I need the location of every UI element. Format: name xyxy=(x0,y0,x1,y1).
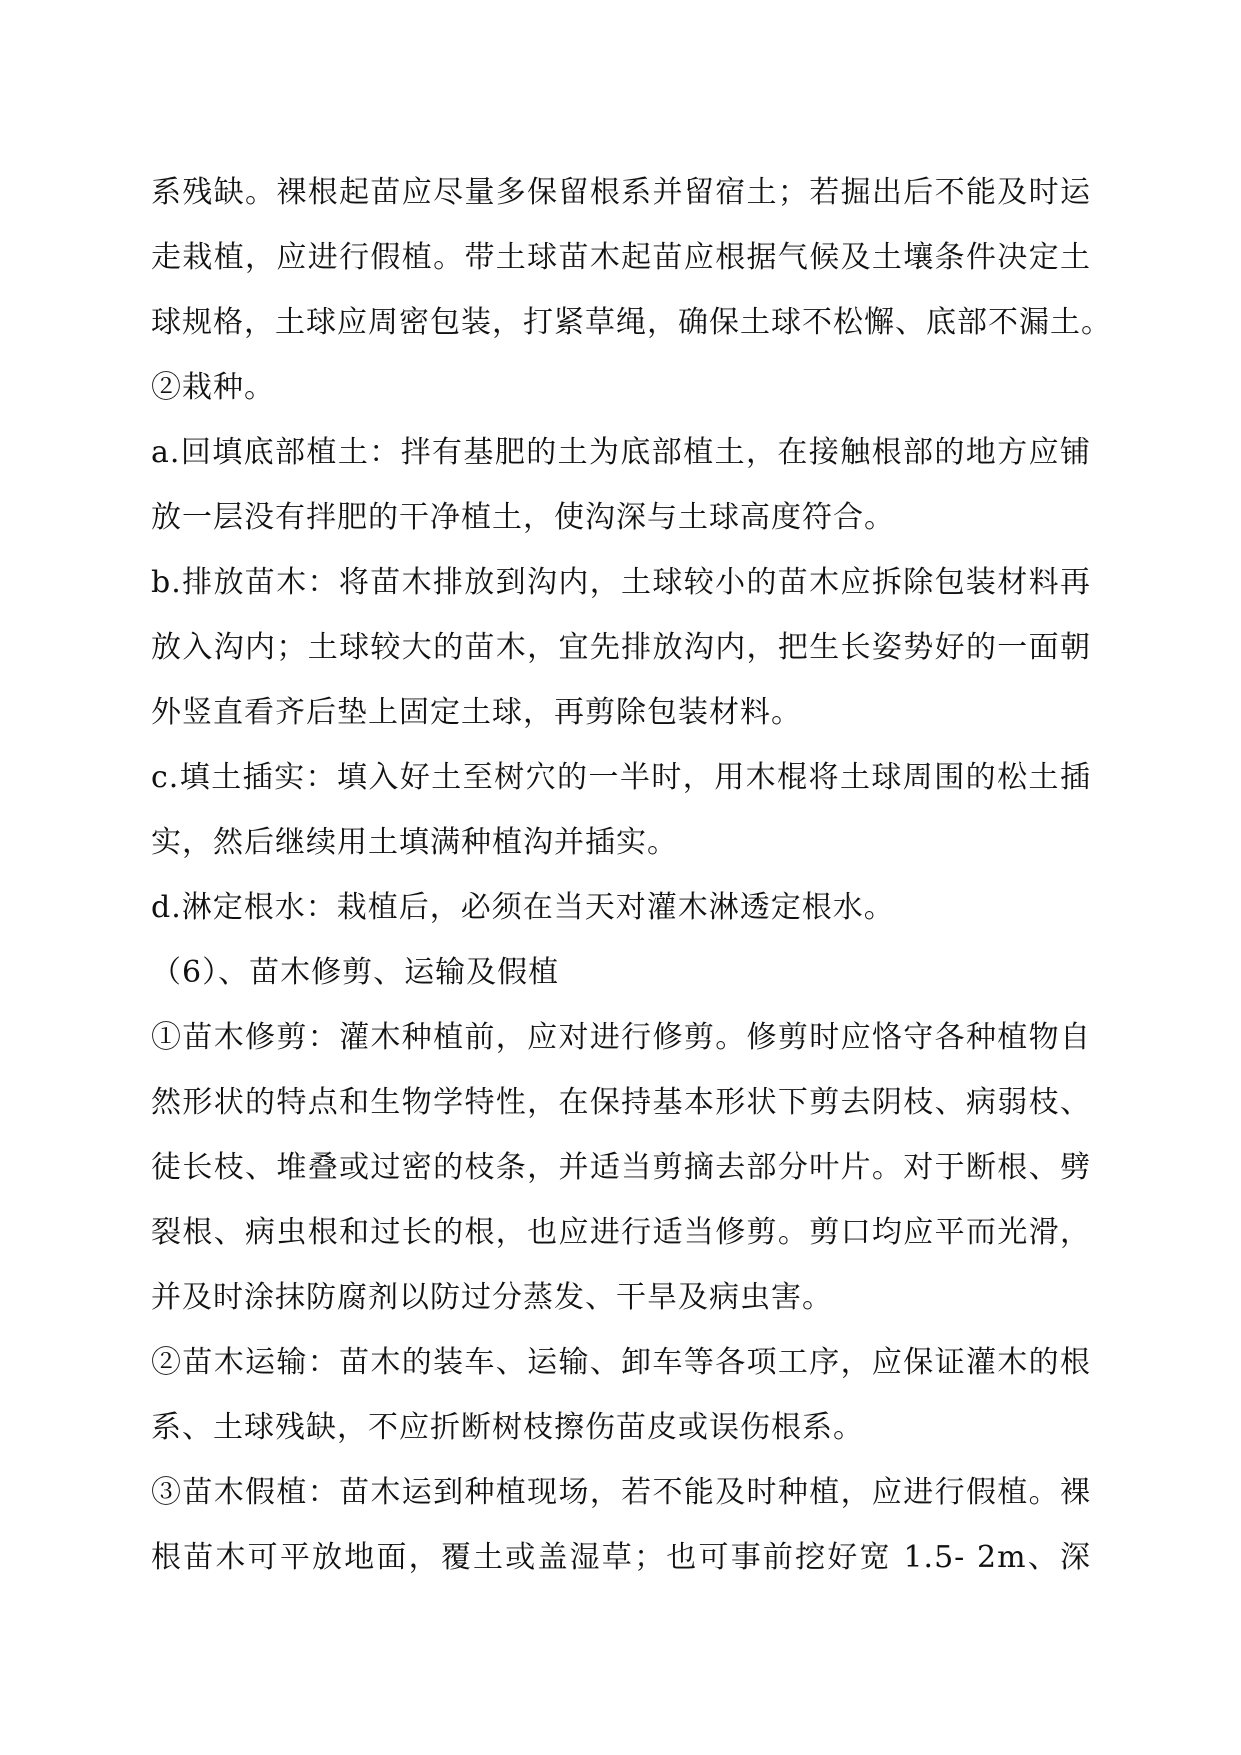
text-line: a.回填底部植土：拌有基肥的土为底部植土，在接触根部的地方应铺 xyxy=(151,435,1091,470)
text-line: 实，然后继续用土填满种植沟并插实。 xyxy=(151,825,678,860)
text-line: b.排放苗木：将苗木排放到沟内，土球较小的苗木应拆除包装材料再 xyxy=(151,565,1091,600)
text-line: ②苗木运输：苗木的装车、运输、卸车等各项工序，应保证灌木的根 xyxy=(151,1345,1091,1380)
text-line: 走栽植，应进行假植。带土球苗木起苗应根据气候及土壤条件决定土 xyxy=(151,240,1091,275)
text-line: 根苗木可平放地面，覆土或盖湿草；也可事前挖好宽 1.5- 2m、深 xyxy=(151,1540,1091,1575)
text-line: d.淋定根水：栽植后，必须在当天对灌木淋透定根水。 xyxy=(151,890,895,925)
text-line: 系、土球残缺，不应折断树枝擦伤苗皮或误伤根系。 xyxy=(151,1410,864,1445)
text-line: 放一层没有拌肥的干净植土，使沟深与土球高度符合。 xyxy=(151,500,895,535)
text-line: 并及时涂抹防腐剂以防过分蒸发、干旱及病虫害。 xyxy=(151,1280,833,1315)
text-line: 裂根、病虫根和过长的根，也应进行适当修剪。剪口均应平而光滑， xyxy=(151,1215,1091,1250)
document-body xyxy=(151,160,1112,1590)
text-line: ③苗木假植：苗木运到种植现场，若不能及时种植，应进行假植。裸 xyxy=(151,1475,1091,1510)
text-line: ②栽种。 xyxy=(151,370,275,405)
text-line: （6）、苗木修剪、运输及假植 xyxy=(151,955,560,990)
text-line: 球规格，土球应周密包装，打紧草绳，确保土球不松懈、底部不漏土。 xyxy=(151,305,1112,340)
text-line: 徒长枝、堆叠或过密的枝条，并适当剪摘去部分叶片。对于断根、劈 xyxy=(151,1150,1091,1185)
text-line: 系残缺。裸根起苗应尽量多保留根系并留宿土；若掘出后不能及时运 xyxy=(151,175,1091,210)
text-line: c.填土插实：填入好土至树穴的一半时，用木棍将土球周围的松土插 xyxy=(151,760,1091,795)
text-line: 外竖直看齐后垫上固定土球，再剪除包装材料。 xyxy=(151,695,802,730)
text-line: ①苗木修剪：灌木种植前，应对进行修剪。修剪时应恪守各种植物自 xyxy=(151,1020,1091,1055)
text-line: 然形状的特点和生物学特性，在保持基本形状下剪去阴枝、病弱枝、 xyxy=(151,1085,1091,1120)
text-line: 放入沟内；土球较大的苗木，宜先排放沟内，把生长姿势好的一面朝 xyxy=(151,630,1091,665)
